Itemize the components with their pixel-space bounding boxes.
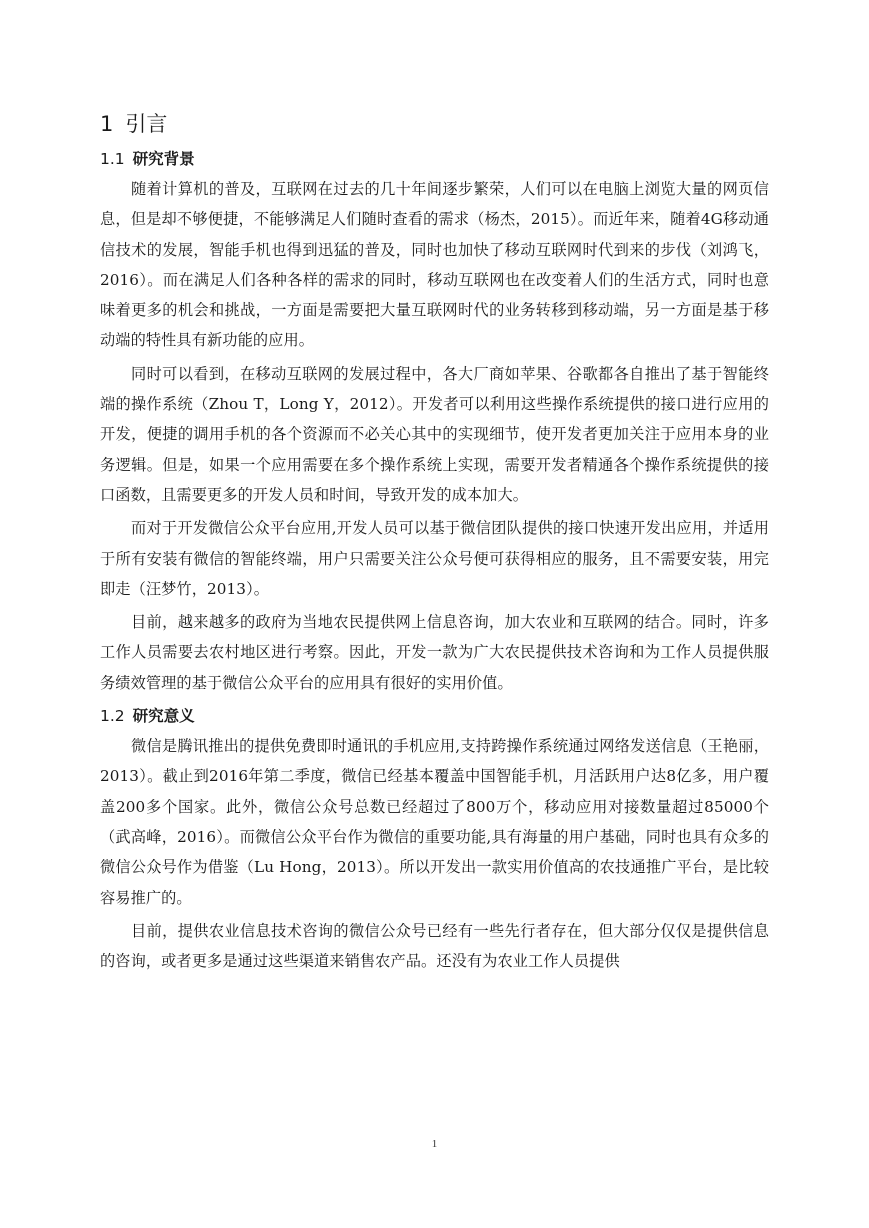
paragraph: 随着计算机的普及，互联网在过去的几十年间逐步繁荣，人们可以在电脑上浏览大量的网页信息，但是却不够便捷，不能够满足人们随时查看的需求（杨杰，2015）。而近年来，随着4G移动通信技术的发展，智能手机也得到迅猛的普及，同时也加快了移动互联网时代到来的步伐（刘鸿飞，2016）。而在满足人们各种各样的需求的同时，移动互联网也在改变着人们的生活方式，同时也意味着更多的机会和挑战，一方面是需要把大量互联网时代的业务转移到移动端，另一方面是基于移动端的特性具有新功能的应用。 (100, 180, 769, 350)
section-heading-1-2 (100, 701, 769, 731)
section-title: 研究背景 (132, 150, 195, 168)
section-heading-1-1 (100, 144, 769, 174)
chapter-number: 1 (100, 112, 114, 136)
paragraph: 而对于开发微信公众平台应用,开发人员可以基于微信团队提供的接口快速开发出应用，并适用于所有安装有微信的智能终端，用户只需要关注公众号便可获得相应的服务，且不需要安装，用完即走（汪梦竹，2013）。 (100, 519, 769, 598)
paragraph: 微信是腾讯推出的提供免费即时通讯的手机应用,支持跨操作系统通过网络发送信息（王艳丽，2013）。截止到2016年第二季度，微信已经基本覆盖中国智能手机，月活跃用户达8亿多，用户覆盖200多个国家。此外，微信公众号总数已经超过了800万个，移动应用对接数量超过85000个（武高峰，2016）。而微信公众平台作为微信的重要功能,具有海量的用户基础，同时也具有众多的微信公众号作为借鉴（Lu Hong，2013）。所以开发出一款实用价值高的农技通推广平台，是比较容易推广的。 (100, 737, 769, 907)
paragraph: 目前，提供农业信息技术咨询的微信公众号已经有一些先行者存在，但大部分仅仅是提供信息的咨询，或者更多是通过这些渠道来销售农产品。还没有为农业工作人员提供 (100, 921, 769, 971)
page-number: 1 (431, 1138, 438, 1150)
chapter-heading (100, 108, 769, 140)
section-number: 1.2 (100, 707, 125, 726)
section-title: 研究意义 (132, 707, 195, 726)
paragraph: 目前，越来越多的政府为当地农民提供网上信息咨询，加大农业和互联网的结合。同时，许多工作人员需要去农村地区进行考察。因此，开发一款为广大农民提供技术咨询和为工作人员提供服务绩效管理的基于微信公众平台的应用具有很好的实用价值。 (100, 613, 769, 692)
section-number: 1.1 (100, 150, 125, 168)
chapter-title: 引言 (125, 112, 168, 136)
page-content (100, 108, 769, 979)
paragraph: 同时可以看到，在移动互联网的发展过程中，各大厂商如苹果、谷歌都各自推出了基于智能终端的操作系统（Zhou T，Long Y，2012）。开发者可以利用这些操作系统提供的接口进行应用的开发，便捷的调用手机的各个资源而不必关心其中的实现细节，使开发者更加关注于应用本身的业务逻辑。但是，如果一个应用需要在多个操作系统上实现，需要开发者精通各个操作系统提供的接口函数，且需要更多的开发人员和时间，导致开发的成本加大。 (100, 364, 769, 504)
